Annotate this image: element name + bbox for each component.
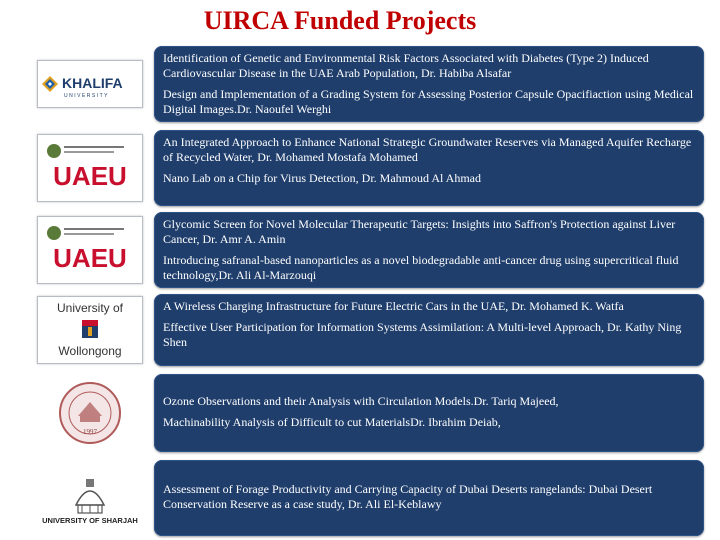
logo-cell <box>32 374 147 452</box>
american-university-of-sharjah-seal <box>38 379 142 447</box>
logo-cell <box>32 460 147 536</box>
project-row <box>32 294 704 366</box>
logo-cell <box>32 212 147 288</box>
logo-cell <box>32 294 147 366</box>
project-item: A Wireless Charging Infrastructure for Future Electric Cars in the UAE, Dr. Mohamed K. Watfa <box>163 299 624 313</box>
logo-text: UNIVERSITY OF SHARJAH <box>41 516 138 525</box>
uaeu-logo <box>37 134 143 202</box>
logo-subtext: UNIVERSITY <box>63 93 109 99</box>
project-item: Identification of Genetic and Environmental Risk Factors Associated with Diabetes (Type 2) Induced Cardiovascular Disease in the UAE Arab Population, Dr. Habiba Alsafar <box>163 51 649 80</box>
logo-cell <box>32 130 147 206</box>
project-row <box>32 212 704 288</box>
logo-text: University of <box>56 301 123 315</box>
logo-text: UAEU <box>52 161 127 191</box>
logo-subtext: Wollongong <box>57 344 122 358</box>
project-item: Machinability Analysis of Difficult to cut MaterialsDr. Ibrahim Deiab, <box>163 415 501 429</box>
project-row <box>32 130 704 206</box>
uaeu-logo <box>37 216 143 284</box>
khalifa-university-logo <box>37 60 143 108</box>
logo-text: UAEU <box>52 243 127 273</box>
project-row <box>32 46 704 122</box>
project-text-cell <box>154 294 704 366</box>
project-text-cell <box>154 212 704 288</box>
project-row <box>32 374 704 452</box>
project-item: Assessment of Forage Productivity and Carrying Capacity of Dubai Deserts rangelands: Dubai Desert Conservation Reserve as a case study, Dr. Ali El-Keblawy <box>163 482 653 511</box>
project-text-cell <box>154 374 704 452</box>
page-title: UIRCA Funded Projects <box>203 6 477 35</box>
logo-text: 1997 <box>82 428 97 436</box>
project-text-cell <box>154 130 704 206</box>
project-item: Ozone Observations and their Analysis with Circulation Models.Dr. Tariq Majeed, <box>163 394 559 408</box>
university-of-sharjah-logo <box>38 464 142 532</box>
logo-text: KHALIFA <box>61 75 123 91</box>
project-text-cell <box>154 460 704 536</box>
project-item: Design and Implementation of a Grading System for Assessing Posterior Capsule Opacifiaction using Medical Digital Images.Dr. Naoufel Werghi <box>163 87 694 116</box>
university-of-wollongong-logo <box>37 296 143 364</box>
project-item: Effective User Participation for Information Systems Assimilation: A Multi-level Approach, Dr. Kathy Ning Shen <box>163 320 682 349</box>
project-item: Glycomic Screen for Novel Molecular Therapeutic Targets: Insights into Saffron's Protection against Liver Cancer, Dr. Amr A. Amin <box>163 217 676 246</box>
logo-cell <box>32 46 147 122</box>
project-text-cell <box>154 46 704 122</box>
project-item: An Integrated Approach to Enhance National Strategic Groundwater Reserves via Managed Aquifer Recharge of Recycled Water, Dr. Mohamed Mostafa Mohamed <box>163 135 692 164</box>
project-item: Nano Lab on a Chip for Virus Detection, Dr. Mahmoud Al Ahmad <box>163 171 482 185</box>
project-item: Introducing safranal-based nanoparticles as a novel biodegradable anti-cancer drug using supercritical fluid technology,Dr. Ali Al-Marzouqi <box>163 253 679 282</box>
project-row <box>32 460 704 536</box>
